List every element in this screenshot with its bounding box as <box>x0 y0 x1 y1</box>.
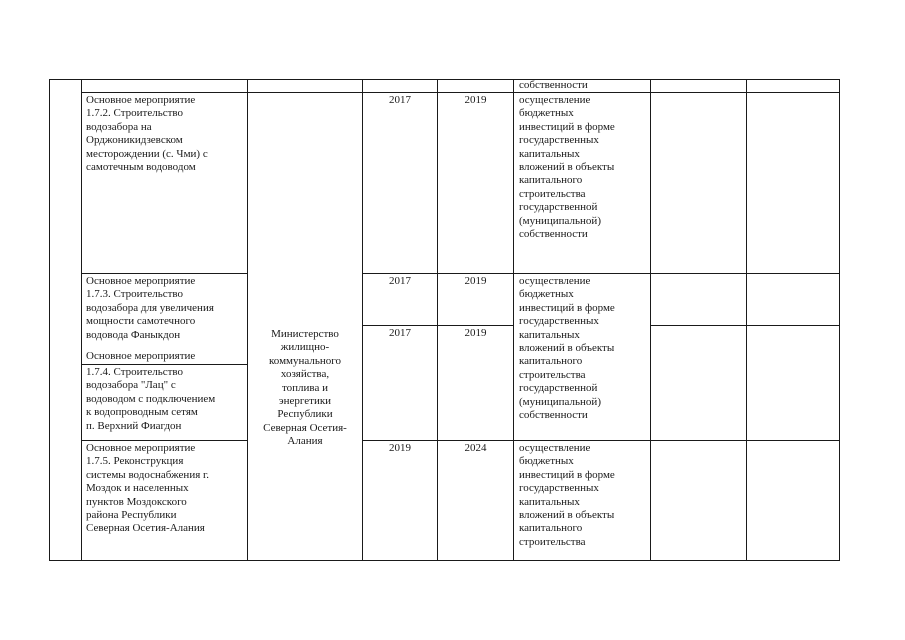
row-divider-name-split <box>81 364 247 365</box>
row-divider-3-extra <box>650 325 840 326</box>
col-divider-7 <box>746 79 747 561</box>
end-year-1-7-4: 2019 <box>464 327 487 339</box>
event-name-1-7-5: Основное мероприятие 1.7.5. Реконструкция системы водоснабжения г. Моздок и населенных пунктов Моздокского района Республики Северная Осетия-Алания <box>86 442 210 535</box>
table-border-top <box>49 79 840 80</box>
col-divider-3 <box>362 79 363 561</box>
table-border-left <box>49 79 50 561</box>
start-year-1-7-4: 2017 <box>389 327 411 339</box>
event-name-1-7-4-title: Основное мероприятие <box>86 350 196 362</box>
row-divider-1 <box>81 92 840 93</box>
end-year-1-7-5: 2024 <box>464 442 487 454</box>
end-year-1-7-3: 2019 <box>464 275 487 287</box>
start-year-1-7-5: 2019 <box>389 442 411 454</box>
event-name-1-7-2: Основное мероприятие 1.7.2. Строительство водозабора на Орджоникидзевском месторождении (с. Чми) с самотечным водоводом <box>86 94 208 174</box>
event-name-1-7-3: Основное мероприятие 1.7.3. Строительство водозабора для увеличения мощности самотечного водовода Фаныкдон <box>86 275 214 341</box>
table-border-bottom <box>49 560 840 561</box>
mechanism-1-7-3: осуществление бюджетных инвестиций в форме государственных капитальных вложений в объекты капитального строительства государственной (муниципальной) собственности <box>519 275 615 422</box>
mechanism-1-7-2: осуществление бюджетных инвестиций в форме государственных капитальных вложений в объекты капитального строительства государственной (муниципальной) собственности <box>519 94 615 241</box>
row-divider-2-right <box>362 273 840 274</box>
row-divider-4-right <box>362 440 840 441</box>
mechanism-cell-top: собственности <box>519 79 588 91</box>
col-divider-6 <box>650 79 651 561</box>
col-divider-4 <box>437 79 438 561</box>
executor-cell: Министерство жилищно- коммунального хозяйства, топлива и энергетики Республики Северная Осетия- Алания <box>263 328 347 448</box>
col-divider-1 <box>81 79 82 561</box>
row-divider-2-left <box>81 273 247 274</box>
row-divider-4-left <box>81 440 247 441</box>
col-divider-5 <box>513 79 514 561</box>
end-year-1-7-2: 2019 <box>464 94 487 106</box>
start-year-1-7-3: 2017 <box>389 275 411 287</box>
start-year-1-7-2: 2017 <box>389 94 411 106</box>
mechanism-1-7-5: осуществление бюджетных инвестиций в форме государственных капитальных вложений в объекты капитального строительства <box>519 442 615 548</box>
table-border-right <box>839 79 840 561</box>
col-divider-2 <box>247 79 248 561</box>
event-name-1-7-4: 1.7.4. Строительство водозабора "Лац" с водоводом с подключением к водопроводным сетям п. Верхний Фиагдон <box>86 366 216 432</box>
